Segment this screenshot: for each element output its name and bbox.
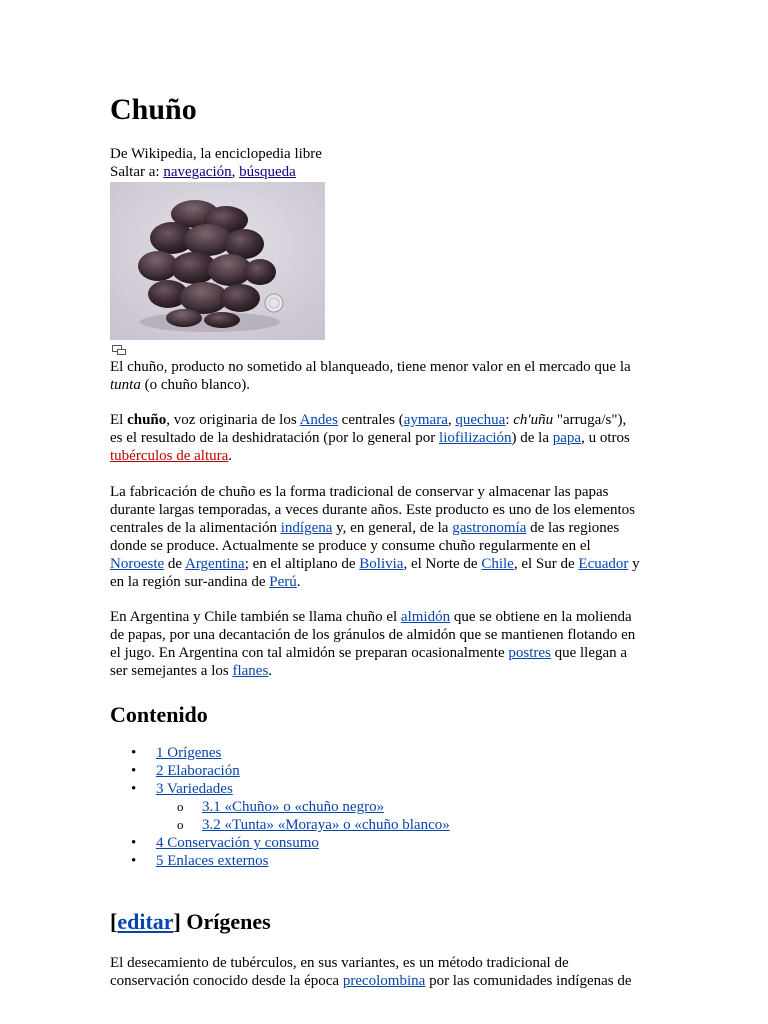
toc-subitem: [110, 816, 610, 834]
link-gastronomia[interactable]: gastronomía: [452, 520, 527, 536]
link-noroeste[interactable]: Noroeste: [110, 556, 165, 572]
link-andes[interactable]: Andes: [299, 412, 338, 428]
text: .: [296, 574, 301, 590]
toc-subitem: [110, 798, 610, 816]
link-almidon[interactable]: almidón: [400, 609, 451, 625]
text: , el Norte de: [403, 556, 482, 572]
text: durante largas temporadas, a veces durante años. Este producto es uno de los elementos: [110, 502, 635, 518]
text: "arruga/s"),: [553, 412, 627, 428]
link-flanes[interactable]: flanes: [232, 663, 269, 679]
term-chuno: chuño: [127, 412, 167, 428]
text: ,: [447, 412, 456, 428]
toc-link-variedades[interactable]: 3 Variedades: [156, 781, 233, 797]
paragraph-origenes: [110, 954, 658, 990]
link-liofilizacion[interactable]: liofilización: [439, 430, 512, 446]
paragraph-1: [110, 411, 658, 465]
caption-tunta: tunta: [110, 377, 141, 393]
text: el jugo. En Argentina con tal almidón se preparan ocasionalmente: [110, 645, 509, 661]
text: centrales (: [337, 412, 404, 428]
text: de: [164, 556, 185, 572]
text: :: [505, 412, 514, 428]
text: de papas, por una decantación de los gránulos de almidón que se mantienen flotando en: [110, 627, 636, 643]
section-title: Orígenes: [186, 909, 271, 934]
bullet-icon: •: [131, 781, 137, 797]
toc-link-enlaces[interactable]: 5 Enlaces externos: [156, 853, 269, 869]
text: .: [228, 448, 233, 464]
bracket-open: [: [110, 909, 118, 934]
term-chunu: ch'uñu: [513, 412, 554, 428]
enlarge-icon[interactable]: [112, 345, 126, 355]
jump-search-link[interactable]: búsqueda: [239, 164, 296, 180]
toc-link-conservacion[interactable]: 4 Conservación y consumo: [156, 835, 319, 851]
text: es el resultado de la deshidratación (por lo general por: [110, 430, 440, 446]
link-tuberculos-de-altura[interactable]: tubérculos de altura: [110, 448, 229, 464]
jump-sep: ,: [231, 164, 240, 180]
section-heading-origenes: [110, 909, 271, 935]
text: conservación conocido desde la época: [110, 973, 343, 989]
toc-item: [110, 834, 610, 852]
link-postres[interactable]: postres: [508, 645, 551, 661]
link-argentina[interactable]: Argentina: [185, 556, 245, 572]
text: de las regiones: [526, 520, 620, 536]
toc-item: [110, 852, 610, 870]
bracket-close: ]: [173, 909, 187, 934]
text: ; en el altiplano de: [244, 556, 360, 572]
text: , el Sur de: [513, 556, 579, 572]
link-quechua[interactable]: quechua: [455, 412, 506, 428]
text: que se obtiene en la molienda: [450, 609, 632, 625]
edit-section-link[interactable]: editar: [117, 909, 174, 934]
circle-bullet-icon: o: [177, 799, 184, 814]
toc-link-chuno-negro[interactable]: 3.1 «Chuño» o «chuño negro»: [202, 799, 385, 815]
text: , voz originaria de los: [166, 412, 300, 428]
chuno-image: [110, 182, 325, 340]
jump-navigation-link[interactable]: navegación: [163, 164, 232, 180]
text: El desecamiento de tubérculos, en sus variantes, es un método tradicional de: [110, 955, 569, 971]
text: y: [628, 556, 640, 572]
text: , u otros: [581, 430, 630, 446]
toc-item: [110, 780, 610, 798]
paragraph-2: [110, 483, 658, 591]
caption-rest: (o chuño blanco).: [140, 377, 250, 393]
text: La fabricación de chuño es la forma tradicional de conservar y almacenar las papas: [110, 484, 609, 500]
table-of-contents: [110, 744, 610, 870]
chuno-photo[interactable]: [110, 182, 325, 340]
bullet-icon: •: [131, 853, 137, 869]
text: y, en general, de la: [332, 520, 453, 536]
text: que llegan a: [550, 645, 628, 661]
jump-prefix: Saltar a:: [110, 164, 164, 180]
toc-item: [110, 744, 610, 762]
bullet-icon: •: [131, 763, 137, 779]
toc-item: [110, 762, 610, 780]
jump-links: [110, 163, 296, 181]
link-ecuador[interactable]: Ecuador: [578, 556, 629, 572]
paragraph-3: [110, 608, 658, 680]
text: donde se produce. Actualmente se produce y consume chuño regularmente en el: [110, 538, 591, 554]
toc-heading: Contenido: [110, 702, 208, 727]
text: ) de la: [511, 430, 553, 446]
text: centrales de la alimentación: [110, 520, 281, 536]
link-chile[interactable]: Chile: [481, 556, 514, 572]
image-caption: [110, 358, 658, 394]
toc-link-elaboracion[interactable]: 2 Elaboración: [156, 763, 240, 779]
toc-link-origenes[interactable]: 1 Orígenes: [156, 745, 222, 761]
link-indigena[interactable]: indígena: [280, 520, 333, 536]
text: por las comunidades indígenas de: [425, 973, 632, 989]
link-peru[interactable]: Perú: [269, 574, 297, 590]
circle-bullet-icon: o: [177, 817, 184, 832]
text: en la región sur-andina de: [110, 574, 270, 590]
text: El: [110, 412, 128, 428]
bullet-icon: •: [131, 745, 137, 761]
link-bolivia[interactable]: Bolivia: [359, 556, 404, 572]
caption-line1: El chuño, producto no sometido al blanqueado, tiene menor valor en el mercado que la: [110, 359, 631, 375]
toc-link-chuno-blanco[interactable]: 3.2 «Tunta» «Moraya» o «chuño blanco»: [202, 817, 450, 833]
text: .: [268, 663, 273, 679]
page-title: Chuño: [110, 93, 197, 126]
link-aymara[interactable]: aymara: [403, 412, 448, 428]
link-papa[interactable]: papa: [552, 430, 582, 446]
text: En Argentina y Chile también se llama chuño el: [110, 609, 401, 625]
text: ser semejantes a los: [110, 663, 233, 679]
tagline: De Wikipedia, la enciclopedia libre: [110, 146, 322, 162]
link-precolombina[interactable]: precolombina: [342, 973, 426, 989]
bullet-icon: •: [131, 835, 137, 851]
